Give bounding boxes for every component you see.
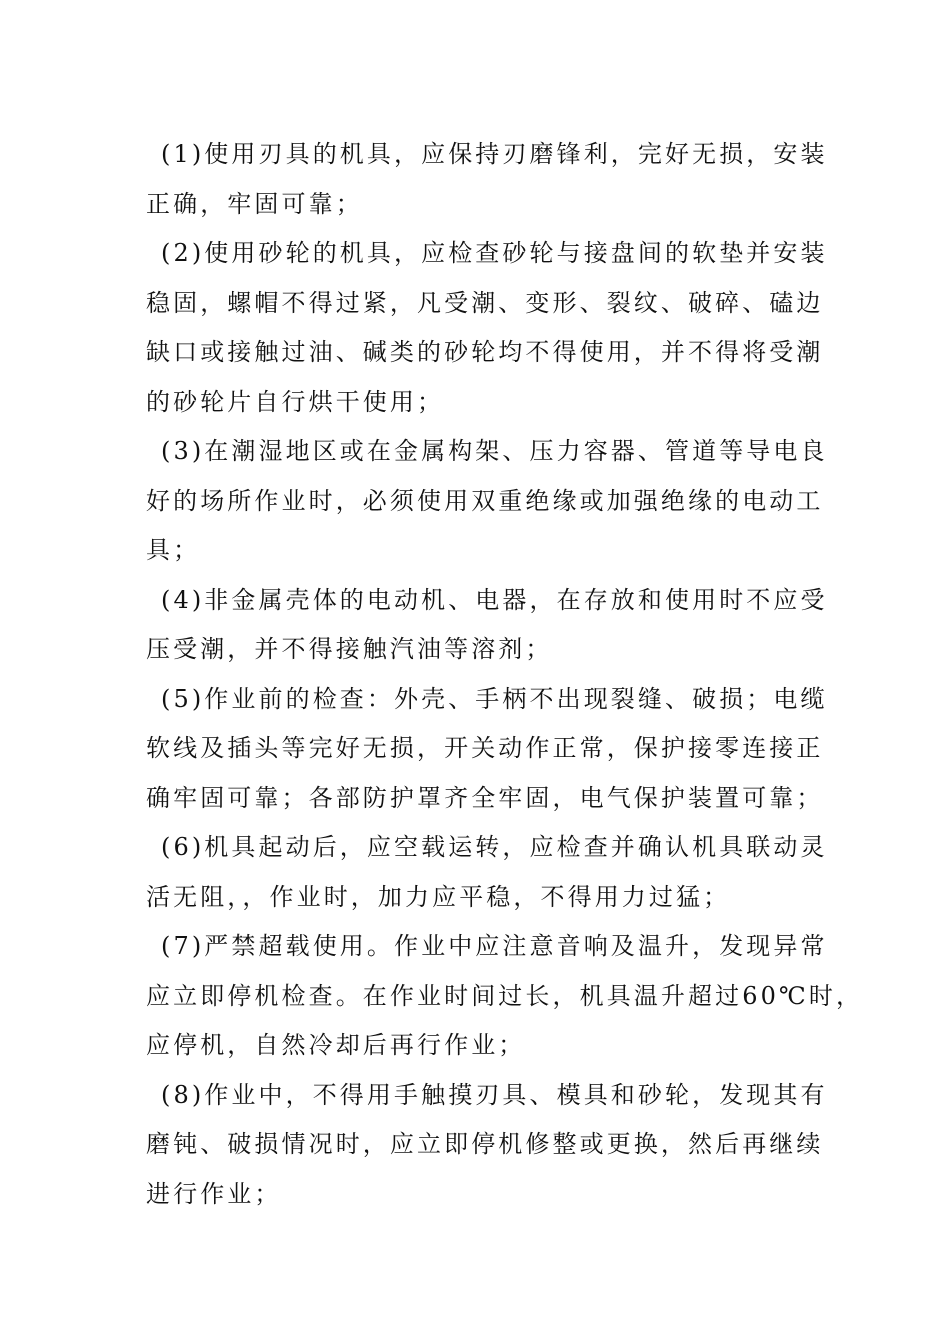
item-7-line-1: (7)严禁超载使用。作业中应注意音响及温升，发现异常 [161,932,828,960]
item-8-line-2: 磨钝、破损情况时，应立即停机修整或更换，然后再继续 [146,1130,824,1158]
document-body [146,130,864,1219]
item-3-line-2: 好的场所作业时，必须使用双重绝缘或加强绝缘的电动工 [146,486,824,515]
item-5-line-2: 软线及插头等完好无损，开关动作正常，保护接零连接正 [146,734,824,762]
item-6-line-1: (6)机具起动后，应空载运转，应检查并确认机具联动灵 [161,833,828,861]
item-2-line-2: 稳固，螺帽不得过紧，凡受潮、变形、裂纹、破碎、磕边 [146,288,824,317]
item-5-line-3: 确牢固可靠；各部防护罩齐全牢固，电气保护装置可靠； [146,783,824,812]
item-2-line-4: 的砂轮片自行烘干使用； [146,387,445,416]
item-4-line-1: (4)非金属壳体的电动机、电器，在存放和使用时不应受 [161,585,828,614]
item-1-line-2: 正确，牢固可靠； [146,189,363,218]
item-4-line-2: 压受潮，并不得接触汽油等溶剂； [146,635,553,663]
item-8-line-1: (8)作业中，不得用手触摸刃具、模具和砂轮，发现其有 [161,1080,828,1109]
item-1-line-1: (1)使用刃具的机具，应保持刃磨锋利，完好无损，安装 [161,140,828,168]
item-2-line-3: 缺口或接触过油、碱类的砂轮均不得使用，并不得将受潮 [146,338,824,366]
item-2-line-1: (2)使用砂轮的机具，应检查砂轮与接盘间的软垫并安装 [161,239,828,267]
item-7-line-2: 应立即停机检查。在作业时间过长，机具温升超过60℃时， [146,981,864,1010]
item-5-line-1: (5)作业前的检查：外壳、手柄不出现裂缝、破损；电缆 [161,684,828,713]
item-7-line-3: 应停机，自然冷却后再行作业； [146,1031,526,1059]
item-3-line-1: (3)在潮湿地区或在金属构架、压力容器、管道等导电良 [161,437,828,465]
item-8-line-3: 进行作业； [146,1179,282,1208]
item-3-line-3: 具； [146,536,201,564]
item-6-line-2: 活无阻，，作业时，加力应平稳，不得用力过猛； [146,882,731,911]
